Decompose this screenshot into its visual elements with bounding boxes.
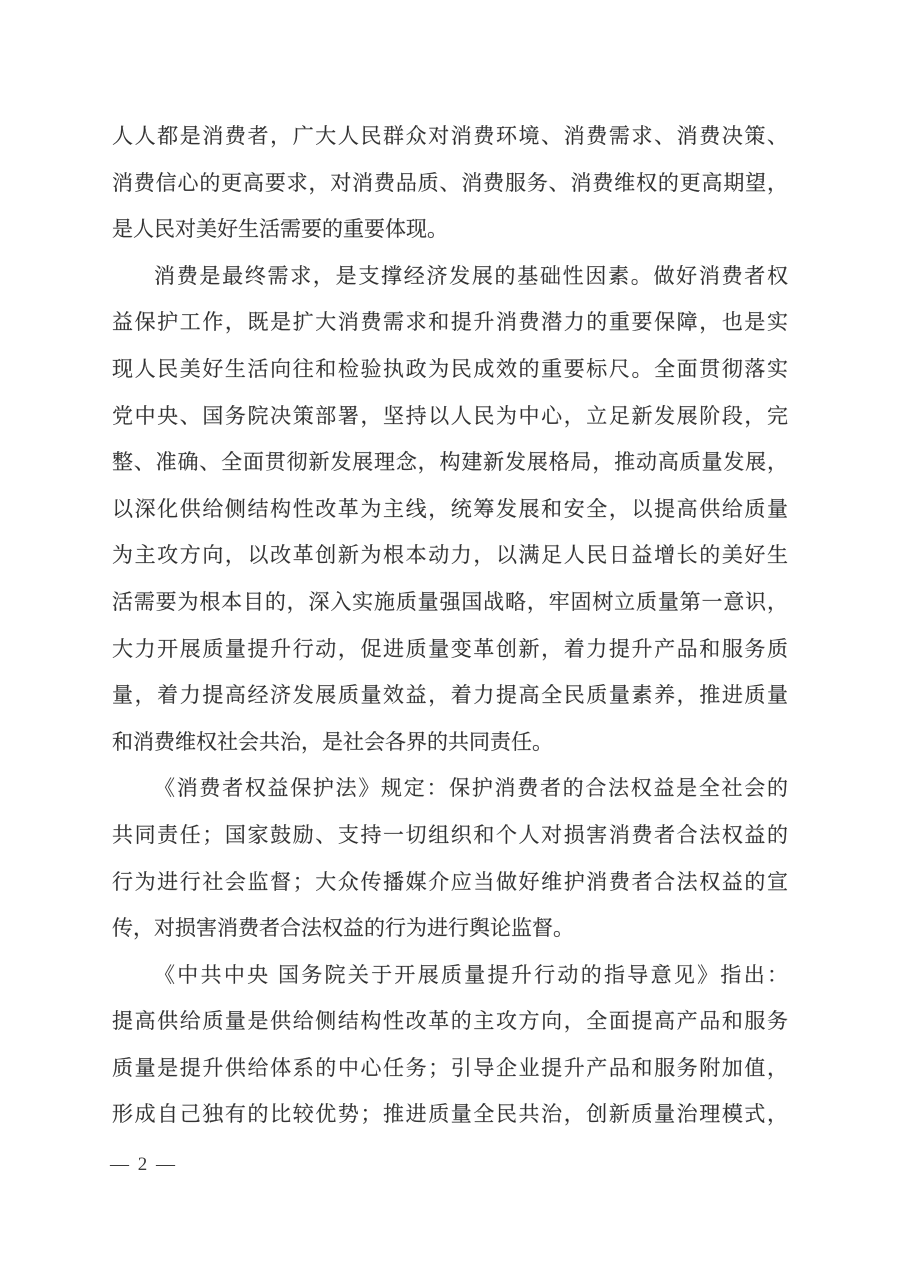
text-line: 消费信心的更高要求，对消费品质、消费服务、消费维权的更高期望， [112,170,788,195]
text-line: 益保护工作，既是扩大消费需求和提升消费潜力的重要保障，也是实 [112,310,788,335]
text-line: 形成自己独有的比较优势；推进质量全民共治，创新质量治理模式， [112,1102,788,1127]
text-line: 人人都是消费者，广大人民群众对消费环境、消费需求、消费决策、 [112,124,788,148]
text-line: 传，对损害消费者合法权益的行为进行舆论监督。 [112,916,574,941]
text-line: 整、准确、全面贯彻新发展理念，构建新发展格局，推动高质量发展， [112,450,788,475]
text-line: 和消费维权社会共治，是社会各界的共同责任。 [112,729,553,754]
text-line: 共同责任；国家鼓励、支持一切组织和个人对损害消费者合法权益的 [112,822,788,847]
text-line: 是人民对美好生活需要的重要体现。 [112,217,448,242]
page-number: — 2 — [110,1154,177,1175]
text-line: 《中共中央 国务院关于开展质量提升行动的指导意见》指出： [154,962,788,987]
text-line: 量，着力提高经济发展质量效益，着力提高全民质量素养，推进质量 [112,683,788,708]
text-line: 为主攻方向，以改革创新为根本动力，以满足人民日益增长的美好生 [112,543,788,568]
body-text [112,113,788,1138]
text-line: 党中央、国务院决策部署，坚持以人民为中心，立足新发展阶段，完 [112,403,788,428]
text-line: 活需要为根本目的，深入实施质量强国战略，牢固树立质量第一意识， [112,589,788,614]
text-line: 现人民美好生活向往和检验执政为民成效的重要标尺。全面贯彻落实 [112,356,788,381]
text-line: 行为进行社会监督；大众传播媒介应当做好维护消费者合法权益的宣 [112,869,788,894]
text-line: 以深化供给侧结构性改革为主线，统筹发展和安全，以提高供给质量 [112,496,788,521]
text-line: 质量是提升供给体系的中心任务；引导企业提升产品和服务附加值， [112,1055,788,1080]
text-line: 大力开展质量提升行动，促进质量变革创新，着力提升产品和服务质 [112,636,788,661]
text-line: 提高供给质量是供给侧结构性改革的主攻方向，全面提高产品和服务 [112,1009,788,1034]
text-line: 消费是最终需求，是支撑经济发展的基础性因素。做好消费者权 [154,263,788,288]
text-line: 《消费者权益保护法》规定：保护消费者的合法权益是全社会的 [154,776,788,801]
